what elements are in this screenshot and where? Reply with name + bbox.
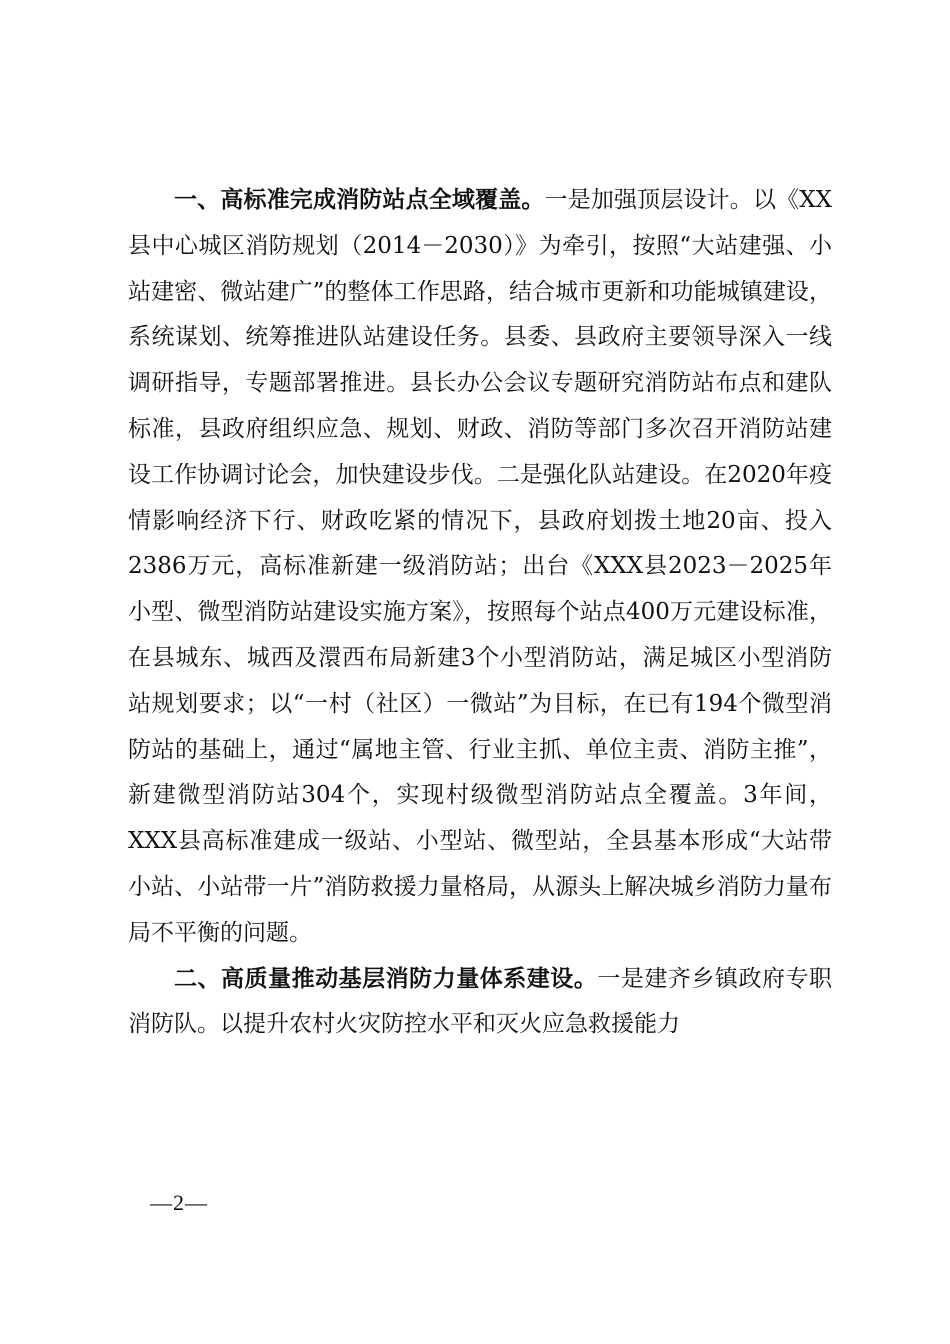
- document-body: [128, 178, 832, 1048]
- paragraph-1-text: 一是加强顶层设计。以《XX县中心城区消防规划（2014－2030）》为牵引，按照“大站建强、小站建密、微站建广”的整体工作思路，结合城市更新和功能城镇建设，系统谋划、统筹推进队站建设任务。县委、县政府主要领导深入一线调研指导，专题部署推进。县长办公会议专题研究消防站布点和建队标准，县政府组织应急、规划、财政、消防等部门多次召开消防站建设工作协调讨论会，加快建设步伐。二是强化队站建设。在2020年疫情影响经济下行、财政吃紧的情况下，县政府划拨土地20亩、投入2386万元，高标准新建一级消防站；出台《XXX县2023－2025年小型、微型消防站建设实施方案》，按照每个站点400万元建设标准，在县城东、城西及澴西布局新建3个小型消防站，满足城区小型消防站规划要求；以“一村（社区）一微站”为目标，在已有194个微型消防站的基础上，通过“属地主管、行业主抓、单位主责、消防主推”，新建微型消防站304个，实现村级微型消防站点全覆盖。3年间，XXX县高标准建成一级站、小型站、微型站，全县基本形成“大站带小站、小站带一片”消防救援力量格局，从源头上解决城乡消防力量布局不平衡的问题。: [128, 187, 833, 946]
- paragraph-2: [128, 957, 832, 1049]
- section-heading-1: 一、高标准完成消防站点全域覆盖。: [174, 187, 545, 213]
- section-heading-2: 二、高质量推动基层消防力量体系建设。: [174, 965, 598, 992]
- paragraph-2-text: 一是建齐乡镇政府专职消防队。以提升农村火灾防控水平和灭火应急救援能力: [128, 965, 833, 1038]
- paragraph-1: [128, 178, 832, 957]
- page-number: —2—: [150, 1190, 208, 1215]
